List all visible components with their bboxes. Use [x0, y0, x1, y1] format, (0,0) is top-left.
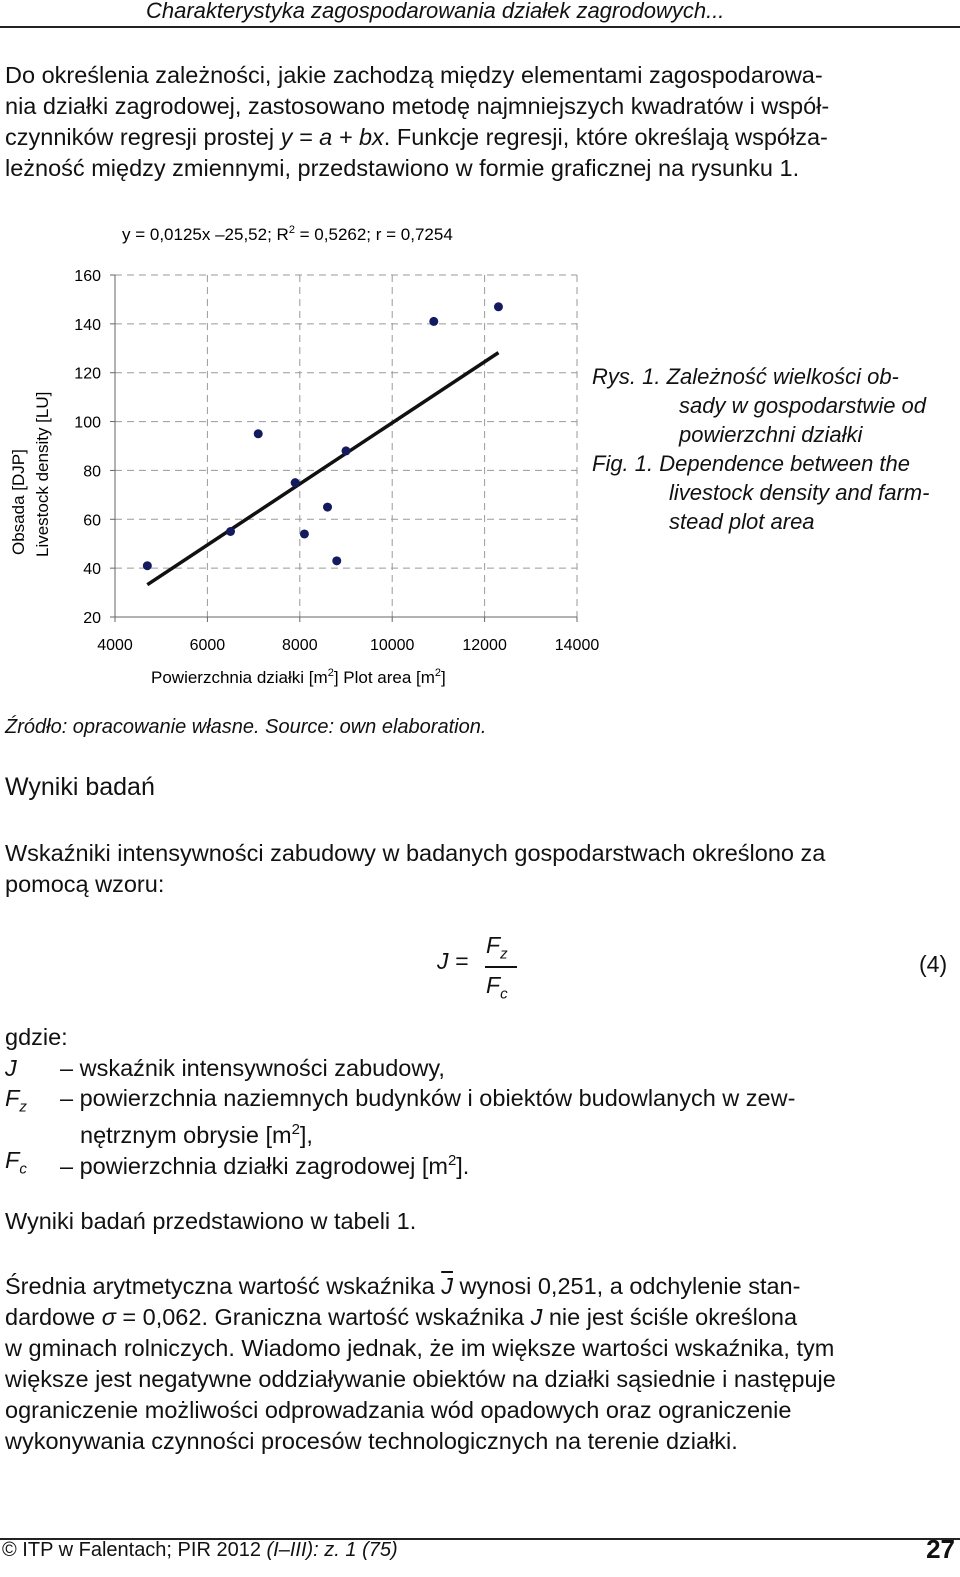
x-tick-label: 12000	[462, 637, 507, 654]
figure-caption-pl	[592, 362, 926, 449]
page-number: 27	[926, 1534, 955, 1564]
y-axis-label-pl: Obsada [DJP]	[9, 449, 28, 555]
definition-symbol: J	[5, 1055, 17, 1081]
x-tick-label: 10000	[369, 637, 415, 654]
y-tick-label: 120	[74, 365, 101, 383]
intro-paragraph	[5, 60, 953, 184]
x-tick-label: 4000	[97, 637, 133, 654]
results-line: Wyniki badań przedstawiono w tabeli 1.	[5, 1208, 417, 1234]
y-tick-label: 140	[74, 316, 101, 334]
y-axis-label-en: Livestock density [LU]	[33, 391, 52, 557]
source-note: Źródło: opracowanie własne. Source: own elaboration.	[5, 716, 487, 738]
formula-lhs: J =	[437, 948, 469, 974]
y-tick-label: 100	[74, 414, 101, 432]
chart-grid	[115, 275, 577, 617]
intro-line: Do określenia zależności, jakie zachodzą między elementami zagospodarowa-	[5, 62, 823, 88]
definition-symbol: $F_c$	[5, 1147, 27, 1178]
intro-line: . Funkcje regresji, które określają współza-	[383, 124, 828, 150]
where-label: gdzie:	[5, 1024, 68, 1050]
data-point	[429, 317, 438, 326]
x-tick-label: 6000	[189, 637, 226, 654]
intro-line: nia działki zagrodowej, zastosowano metodę najmniejszych kwadratów i współ-	[5, 93, 830, 119]
y-tick-labels	[74, 268, 101, 627]
fraction-bar	[485, 966, 517, 968]
x-axis-label: Powierzchnia działki $[m^2]$ Plot area $[m^2]$	[151, 667, 446, 687]
j-symbol: J	[530, 1304, 543, 1330]
formula-denominator: $F_c$	[486, 972, 508, 1003]
paragraph-formula-intro	[5, 838, 953, 900]
regression-line-path	[147, 353, 498, 585]
sigma-symbol: σ	[101, 1304, 116, 1330]
caption-line: Rys. 1. Zależność wielkości ob-	[592, 364, 899, 389]
definition-symbol: $F_z$	[5, 1085, 27, 1116]
data-points	[143, 302, 503, 570]
x-tick-label: 8000	[282, 637, 318, 654]
caption-line: livestock density and farm-	[669, 480, 930, 505]
section-heading: Wyniki badań	[5, 773, 155, 801]
caption-line: sady w gospodarstwie od	[679, 393, 927, 418]
page-header	[0, 0, 960, 28]
paragraph-results: Średnia arytmetyczna wartość wskaźnika $\overline{J}$ wynosi 0,251, a odchylenie stan- dardowe σ = 0,062. Graniczna wartość wskaźnika J nie jest ściśle określona w gminach rolniczych. Wiadomo jednak, że im większe wartości wskaźnika, tym większe jest negatywne oddziaływanie obiektów na działki sąsiednie i następuje ograniczenie możliwości odprowadzania wód opadowych oraz ograniczenie wykonywania czynności procesów technologicznych na terenie działki.	[5, 1273, 836, 1454]
data-point	[300, 529, 309, 538]
paragraph-line: pomocą wzoru:	[5, 871, 165, 897]
y-tick-label: 40	[83, 561, 101, 579]
x-tick-labels	[97, 637, 599, 654]
paragraph-line: Wskaźniki intensywności zabudowy w badanych gospodarstwach określono za	[5, 840, 826, 866]
definition-text: nętrznym obrysie $[m^2]$,	[80, 1121, 313, 1148]
data-point	[254, 429, 263, 438]
data-point	[332, 556, 341, 565]
intro-line: czynników regresji prostej	[5, 124, 281, 150]
definition-text: – wskaźnik intensywności zabudowy,	[60, 1055, 445, 1081]
chart-title: y = 0,0125x –25,52; $R^2 = 0,5262$; r = 0,7254	[122, 224, 453, 244]
caption-line: Fig. 1. Dependence between the	[592, 451, 911, 476]
data-point	[494, 302, 503, 311]
data-point	[143, 561, 152, 570]
running-head: Charakterystyka zagospodarowania działek zagrodowych...	[146, 0, 725, 23]
data-point	[226, 527, 235, 536]
formula-numerator: $F_z$	[486, 932, 508, 963]
y-tick-label: 60	[83, 512, 101, 530]
caption-line: stead plot area	[669, 509, 815, 534]
scatter-chart	[0, 205, 600, 695]
x-tick-label: 14000	[554, 637, 600, 654]
data-point	[291, 478, 300, 487]
page-footer	[0, 1534, 960, 1570]
j-mean-symbol: $\overline{J}$	[441, 1273, 453, 1299]
y-tick-label: 80	[83, 463, 101, 481]
figure-caption-en	[592, 449, 929, 536]
y-tick-label: 160	[74, 268, 101, 285]
footer-copyright: © ITP w Falentach; PIR 2012 (I–III): z. 1 (75)	[2, 1539, 398, 1561]
caption-line: powierzchni działki	[679, 422, 863, 447]
data-point	[342, 446, 351, 455]
regression-formula: y = a + bx	[280, 124, 384, 150]
formula-number: (4)	[919, 951, 948, 977]
regression-line	[147, 353, 498, 585]
data-point	[323, 503, 332, 512]
definition-text: – powierzchnia działki zagrodowej $[m^2]$.	[60, 1152, 470, 1179]
y-tick-label: 20	[83, 610, 101, 627]
intro-line: leżność między zmiennymi, przedstawiono w formie graficznej na rysunku 1.	[5, 155, 800, 181]
definition-text: – powierzchnia naziemnych budynków i obiektów budowlanych w zew-	[60, 1085, 796, 1111]
